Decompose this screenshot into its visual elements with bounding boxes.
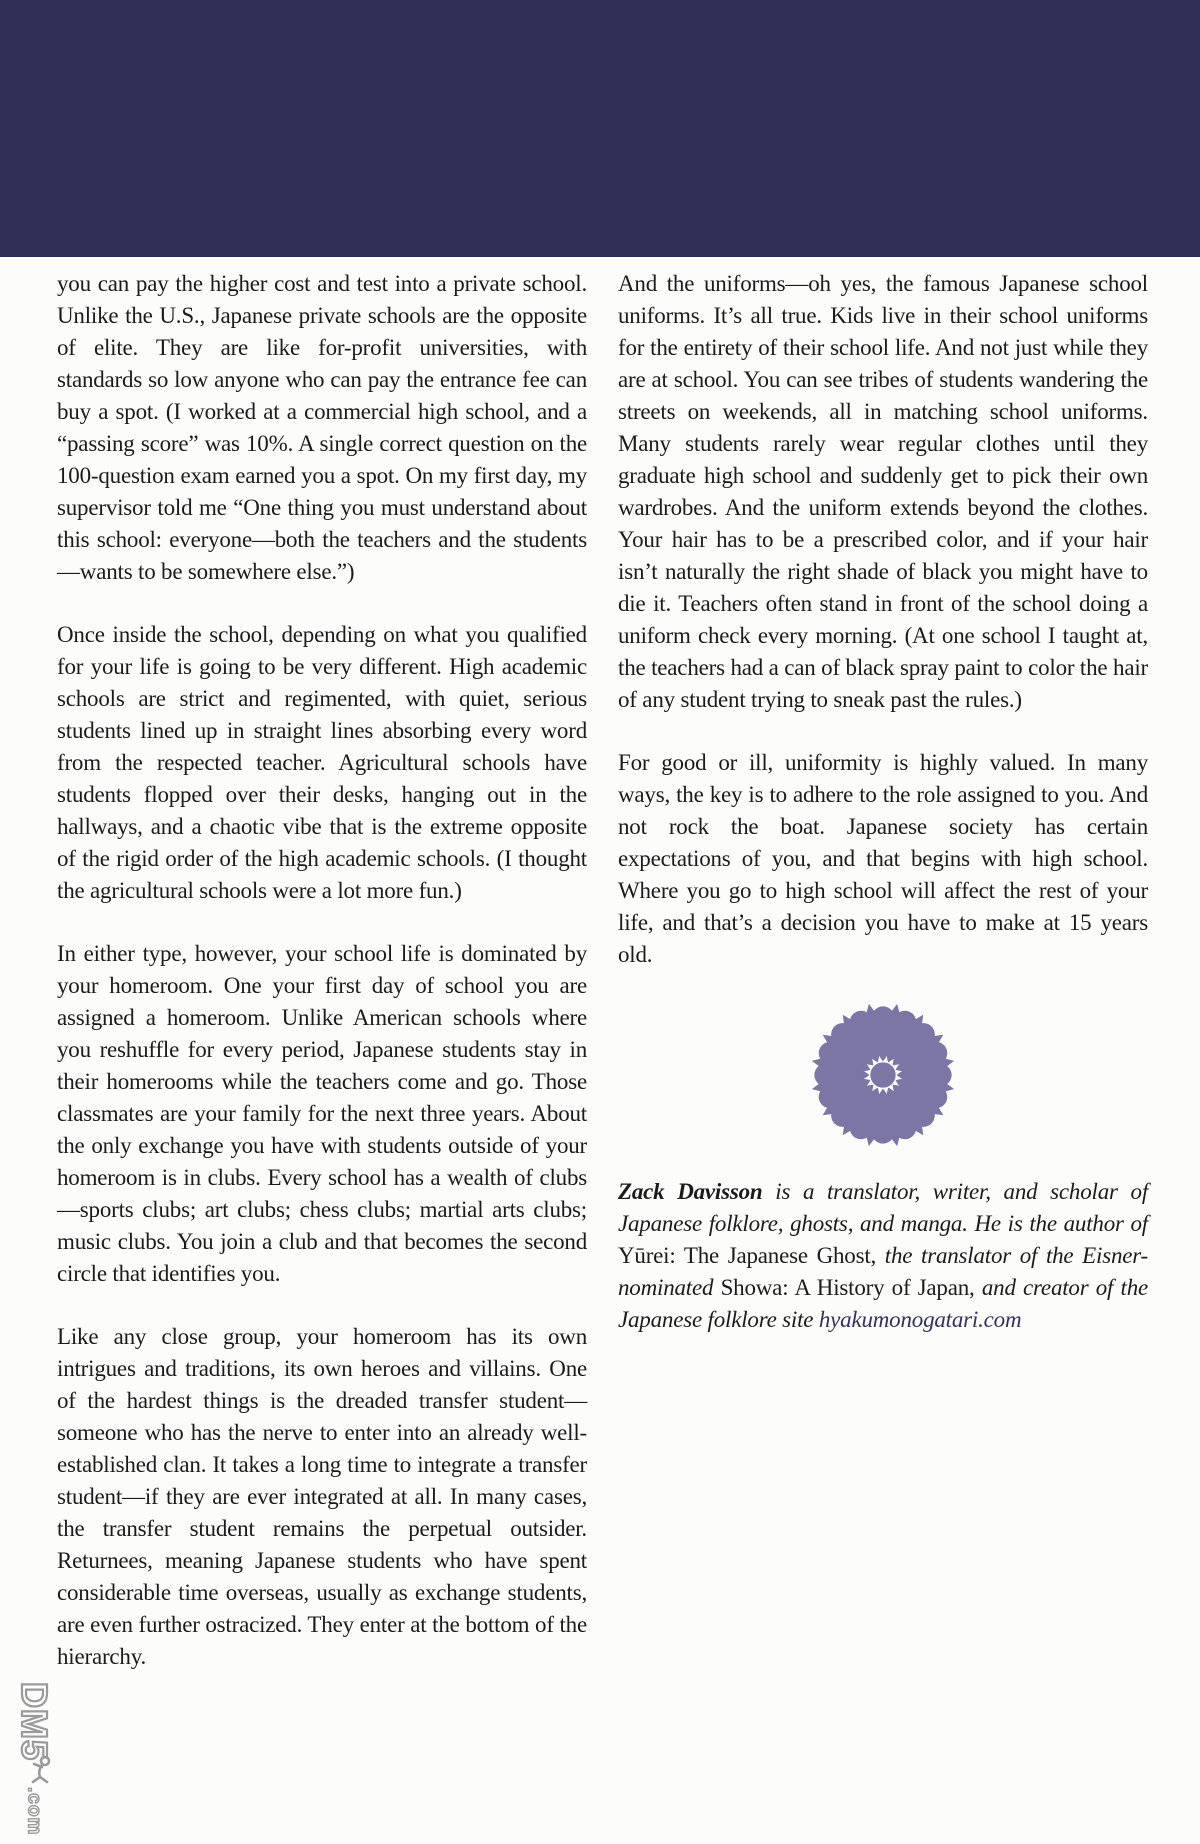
- article-paragraph: And the uniforms—oh yes, the famous Japanese school uniforms. It’s all true. Kids live in their school uniforms for the entirety of their school life. And not just while they are at school. You can see tribes of students wandering the streets on weekends, all in matching school uniforms. Many students rarely wear regular clothes until they graduate high school and suddenly get to pick their own wardrobes. And the uniform extends beyond the clothes. Your hair has to be a prescribed color, and if your hair isn’t naturally the right shade of black you might have to die it. Teachers often stand in front of the school doing a uniform check every morning. (At one school I taught at, the teachers had a can of black spray paint to color the hair of any student trying to sneak past the rules.): [618, 271, 1148, 712]
- bio-segment: the translator of the Eisner-nominated: [618, 1243, 1149, 1300]
- header-band: [0, 0, 1200, 257]
- watermark-suffix: .com: [23, 1787, 45, 1836]
- bio-segment: is a translator, writer, and scholar of Japanese folklore, ghosts, and manga. He is the author of: [618, 1179, 1149, 1236]
- author-bio: [618, 1176, 1148, 1336]
- watermark-text: DM5: [14, 1682, 55, 1762]
- watermark-climber-figure: [28, 1755, 54, 1785]
- chrysanthemum-emblem-container: [618, 1002, 1148, 1148]
- article-column-left: [57, 268, 587, 1704]
- article-paragraph: In either type, however, your school life is dominated by your homeroom. One your first day of school you are assigned a homeroom. Unlike American schools where you reshuffle for every period, Japanese students stay in their homerooms while the teachers come and go. Those classmates are your family for the next three years. About the only exchange you have with students outside of your homeroom is in clubs. Every school has a wealth of clubs—sports clubs; art clubs; chess clubs; martial arts clubs; music clubs. You join a club and that becomes the second circle that identifies you.: [57, 941, 587, 1286]
- bio-segment: Yūrei: The Japanese Ghost,: [618, 1243, 885, 1268]
- bio-segment: Showa: A History of Japan,: [720, 1275, 982, 1300]
- article-paragraph: For good or ill, uniformity is highly valued. In many ways, the key is to adhere to the role assigned to you. And not rock the boat. Japanese society has certain expectations of you, and that begins with high school. Where you go to high school will affect the rest of your life, and that’s a decision you have to make at 15 years old.: [618, 750, 1148, 967]
- article-column-right-paragraphs: [618, 268, 1148, 971]
- bio-segment: Zack Davisson: [618, 1179, 763, 1204]
- watermark: [8, 1682, 60, 1835]
- chrysanthemum-icon: [810, 1002, 956, 1148]
- bio-segment: hyakumonogatari.com: [818, 1307, 1022, 1332]
- article-paragraph: you can pay the higher cost and test into a private school. Unlike the U.S., Japanese private schools are the opposite of elite. They are like for-profit universities, with standards so low anyone who can pay the entrance fee can buy a spot. (I worked at a commercial high school, and a “passing score” was 10%. A single correct question on the 100-question exam earned you a spot. On my first day, my supervisor told me “One thing you must understand about this school: everyone—both the teachers and the students—wants to be somewhere else.”): [57, 271, 587, 584]
- bio-segment: and creator of the Japanese folklore site: [618, 1275, 1148, 1332]
- article-paragraph: Like any close group, your homeroom has its own intrigues and traditions, its own heroes and villains. One of the hardest things is the dreaded transfer student—someone who has the nerve to enter into an already well-established clan. It takes a long time to integrate a transfer student—if they are ever integrated at all. In many cases, the transfer student remains the perpetual outsider. Returnees, meaning Japanese students who have spent considerable time overseas, usually as exchange students, are even further ostracized. They enter at the bottom of the hierarchy.: [57, 1324, 587, 1669]
- article-column-right: [618, 268, 1148, 1367]
- article-paragraph: Once inside the school, depending on what you qualified for your life is going to be very different. High academic schools are strict and regimented, with quiet, serious students lined up in straight lines absorbing every word from the respected teacher. Agricultural schools have students flopped over their desks, hanging out in the hallways, and a chaotic vibe that is the extreme opposite of the rigid order of the high academic schools. (I thought the agricultural schools were a lot more fun.): [57, 622, 587, 903]
- flower-center: [870, 1062, 895, 1087]
